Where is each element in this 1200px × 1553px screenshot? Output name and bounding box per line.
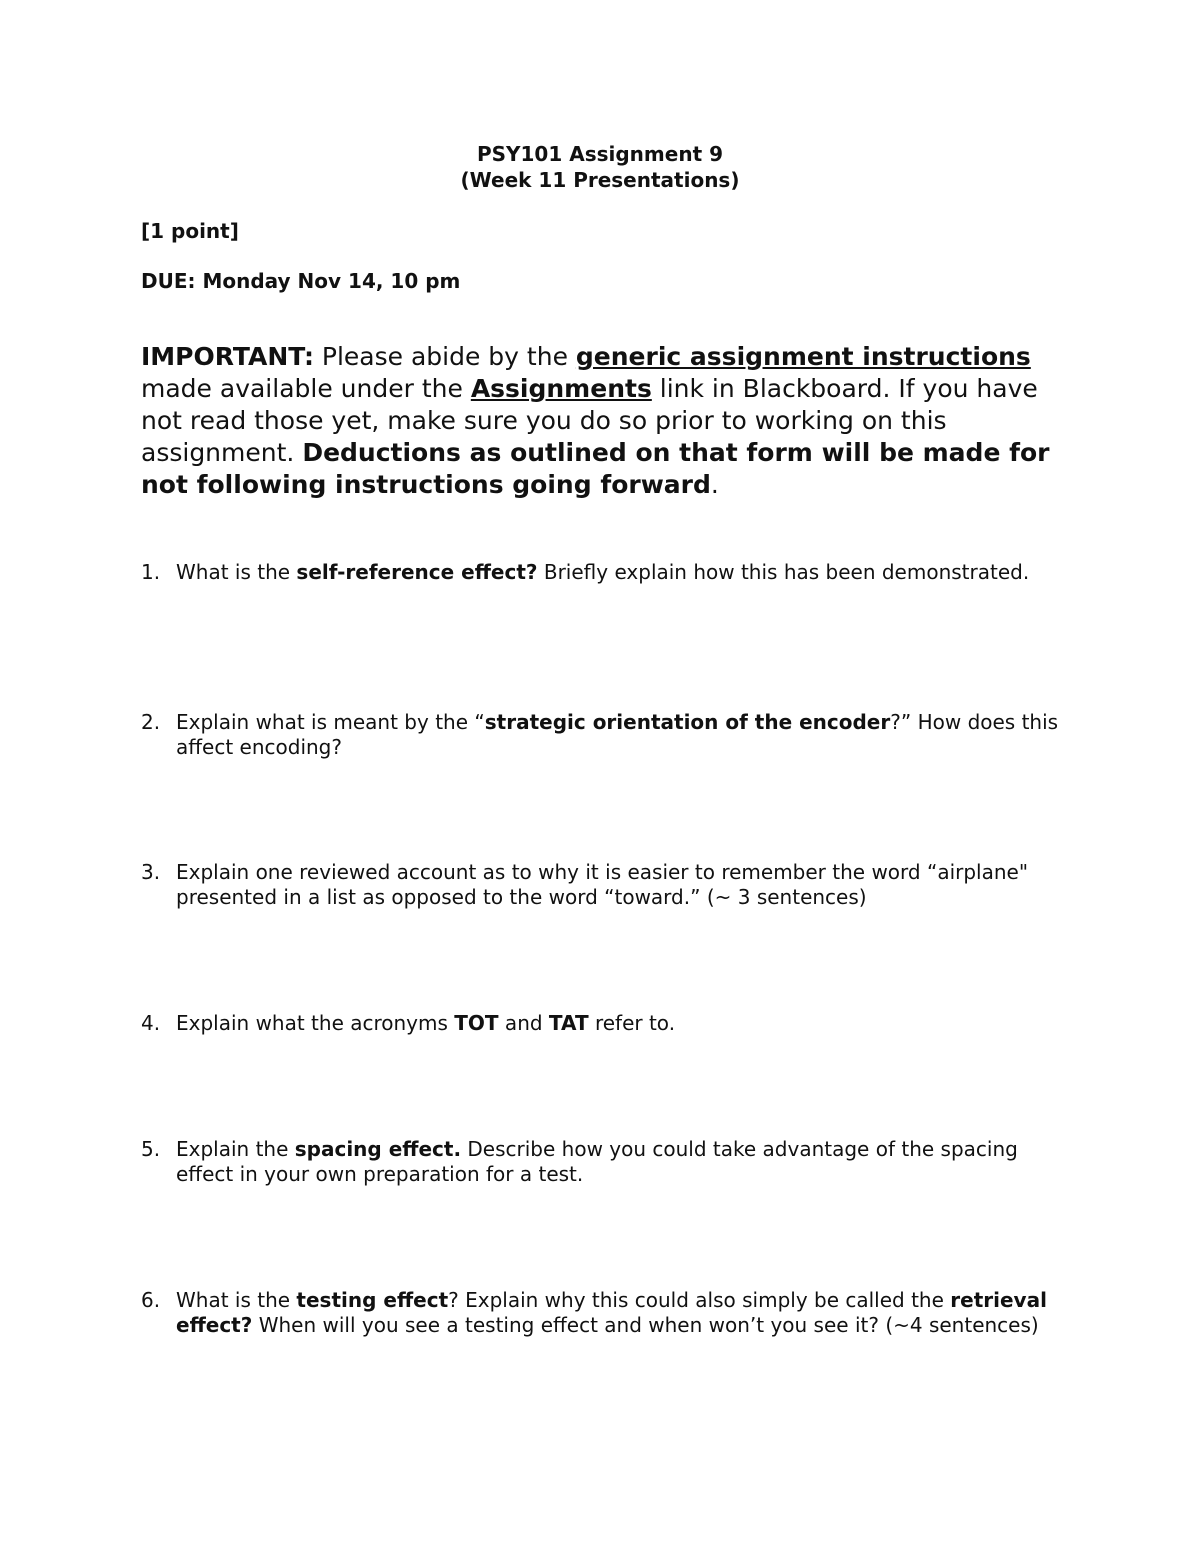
question-text: Explain what the acronyms TOT and TAT refer to. — [176, 1011, 676, 1035]
points-label: [1 point] — [141, 219, 239, 243]
important-text: Please abide by the — [313, 342, 576, 371]
question-number: 3. — [141, 860, 161, 884]
deductions-warning: Deductions as outlined on that form will be made for not following instructions going forward — [141, 438, 1050, 499]
question-text: Explain what is meant by the “strategic orientation of the encoder?” How does this affect encoding? — [176, 710, 1059, 759]
generic-instructions-link[interactable]: generic assignment instructions — [575, 342, 1031, 371]
question-number: 1. — [141, 560, 161, 584]
important-notice — [141, 341, 1061, 501]
important-text: link in Blackboard. If you have not read those yet, make sure you do so prior to working on this assignment. — [141, 374, 1038, 467]
assignments-link[interactable]: Assignments — [470, 374, 652, 403]
question-number: 6. — [141, 1288, 161, 1312]
question-number: 5. — [141, 1137, 161, 1161]
question-text: Explain one reviewed account as to why it is easier to remember the word “airplane" presented in a list as opposed to the word “toward.” (~ 3 sentences) — [176, 860, 1029, 909]
important-text: . — [710, 470, 719, 499]
question-number: 4. — [141, 1011, 161, 1035]
question-text: What is the testing effect? Explain why this could also simply be called the retrieval effect? When will you see a testing effect and when won’t you see it? (~4 sentences) — [176, 1288, 1047, 1337]
question-text: What is the self-reference effect? Briefly explain how this has been demonstrated. — [176, 560, 1030, 584]
document-title: PSY101 Assignment 9 — [476, 142, 724, 166]
document-subtitle: (Week 11 Presentations) — [460, 168, 740, 192]
important-text: made available under the — [141, 374, 471, 403]
due-date: DUE: Monday Nov 14, 10 pm — [141, 269, 461, 293]
question-number: 2. — [141, 710, 161, 734]
question-text: Explain the spacing effect. Describe how you could take advantage of the spacing effect in your own preparation for a test. — [176, 1137, 1018, 1186]
important-label: IMPORTANT: — [141, 342, 314, 371]
